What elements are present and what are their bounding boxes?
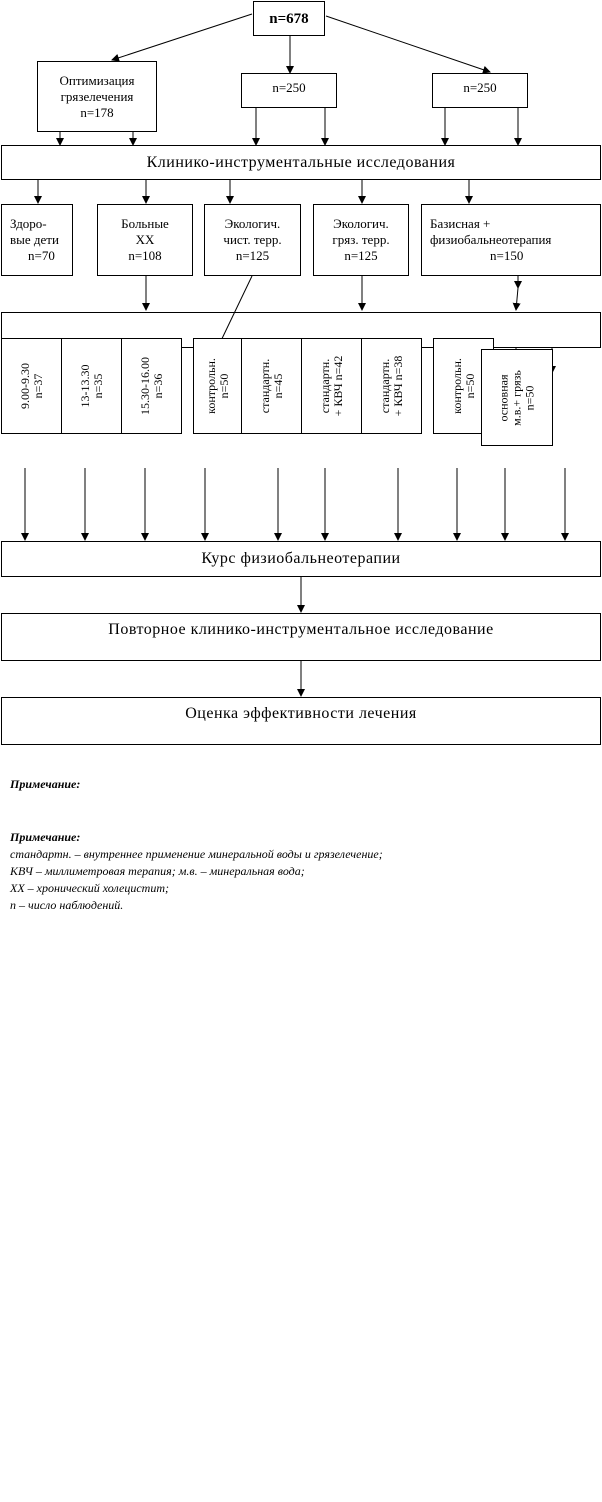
subgroup-time-midday (61, 338, 122, 434)
group-healthy-children (1, 204, 73, 276)
repeat-research-label: Повторное клинико-инструментальное исследование (108, 621, 494, 638)
group-polluted-count: n=125 (344, 248, 378, 263)
note-block-2 (10, 829, 383, 914)
subgroup-control-clean (193, 338, 242, 434)
group3-count: n=250 (463, 80, 497, 95)
group-healthy-count: n=70 (28, 248, 55, 263)
group-healthy-line1: Здоро- (10, 216, 47, 231)
total-sample-label: n=678 (269, 10, 309, 27)
note-block-1 (10, 776, 80, 793)
group2-count: n=250 (272, 80, 306, 95)
group-clean-line2: чист. терр. (223, 232, 282, 247)
group-basic-therapy (421, 204, 601, 276)
group-basic-count: n=150 (490, 248, 524, 263)
optimization-title: Оптимизация грязелечения (59, 72, 135, 104)
group3-box (432, 73, 528, 108)
clinical-research-label: Клинико-инструментальные исследования (146, 153, 456, 171)
note-line-n: n – число наблюдений. (10, 898, 124, 912)
subgroup-standard-ehf-38-count: + КВЧ n=38 (390, 355, 405, 417)
group-polluted-line1: Экологич. (333, 216, 389, 231)
subgroup-standard-ehf-42-count: + КВЧ n=42 (330, 355, 345, 417)
arrow-total-to-g3 (326, 16, 490, 72)
subgroup-time-afternoon (121, 338, 182, 434)
optimization-box (37, 61, 157, 132)
subgroup-standard-count: n=45 (270, 373, 285, 399)
subgroup-main-count: n=50 (522, 385, 537, 410)
subgroup-control-clean-label: контрольн. (203, 358, 218, 414)
subgroup-standard (241, 338, 302, 434)
group-basic-line2: физиобальнеотерапия (430, 232, 552, 247)
subgroup-time-morning (1, 338, 62, 434)
note-line-standard: стандартн. – внутреннее применение минеральной воды и грязелечение; (10, 847, 383, 861)
subgroup-control-basic-count: n=50 (462, 373, 477, 399)
group2-box (241, 73, 337, 108)
subgroup-standard-label: стандартн. (257, 358, 272, 414)
subgroup-afternoon-time: 15.30-16.00 (137, 357, 152, 415)
note-line-cc: ХХ – хронический холецистит; (10, 881, 170, 895)
physio-course-label: Курс физиобальнеотерапии (201, 550, 401, 567)
subgroup-morning-count: n=37 (30, 373, 45, 399)
subgroup-midday-count: n=35 (90, 373, 105, 399)
group-basic-line1: Базисная + (430, 216, 491, 231)
evaluation-label: Оценка эффективности лечения (185, 705, 417, 722)
subgroup-standard-ehf-38-label: стандартн. (377, 358, 392, 414)
note-heading-2: Примечание: (10, 830, 81, 844)
subgroup-midday-time: 13-13.30 (77, 364, 92, 408)
physio-course-box (1, 541, 601, 577)
group-clean-count: n=125 (235, 248, 270, 263)
subgroup-control-clean-count: n=50 (216, 373, 231, 399)
repeat-research-box (1, 613, 601, 661)
group-patients-cc (97, 204, 193, 276)
group-clean-line1: Экологич. (224, 216, 281, 231)
subgroup-main (481, 349, 553, 446)
total-sample-box (253, 1, 325, 36)
note-line-ehf: КВЧ – миллиметровая терапия; м.в. – минеральная вода; (10, 864, 305, 878)
subgroup-standard-ehf-38 (361, 338, 422, 434)
group-polluted-line2: гряз. терр. (332, 232, 390, 247)
evaluation-box (1, 697, 601, 745)
subgroup-standard-ehf-42-label: стандартн. (317, 358, 332, 414)
group-patients-line1: Больные (121, 216, 169, 231)
group-patients-count: n=108 (128, 248, 162, 263)
group-patients-line2: ХХ (135, 232, 155, 247)
group-polluted-territory (313, 204, 409, 276)
clinical-research-box (1, 145, 601, 180)
group-healthy-line2: вые дети (10, 232, 59, 247)
subgroup-standard-ehf-42 (301, 338, 362, 434)
subgroup-main-treatment: м.в.+ грязь (509, 369, 524, 426)
group-clean-territory (204, 204, 301, 276)
subgroup-main-label: основная (496, 374, 511, 421)
arrow-total-to-optim (112, 14, 252, 60)
optimization-count: n=178 (80, 104, 114, 120)
subgroup-morning-time: 9.00-9.30 (17, 363, 32, 409)
subgroup-control-basic-label: контрольн. (449, 358, 464, 414)
note-heading-1: Примечание: (10, 777, 81, 791)
subgroup-afternoon-count: n=36 (150, 373, 165, 399)
